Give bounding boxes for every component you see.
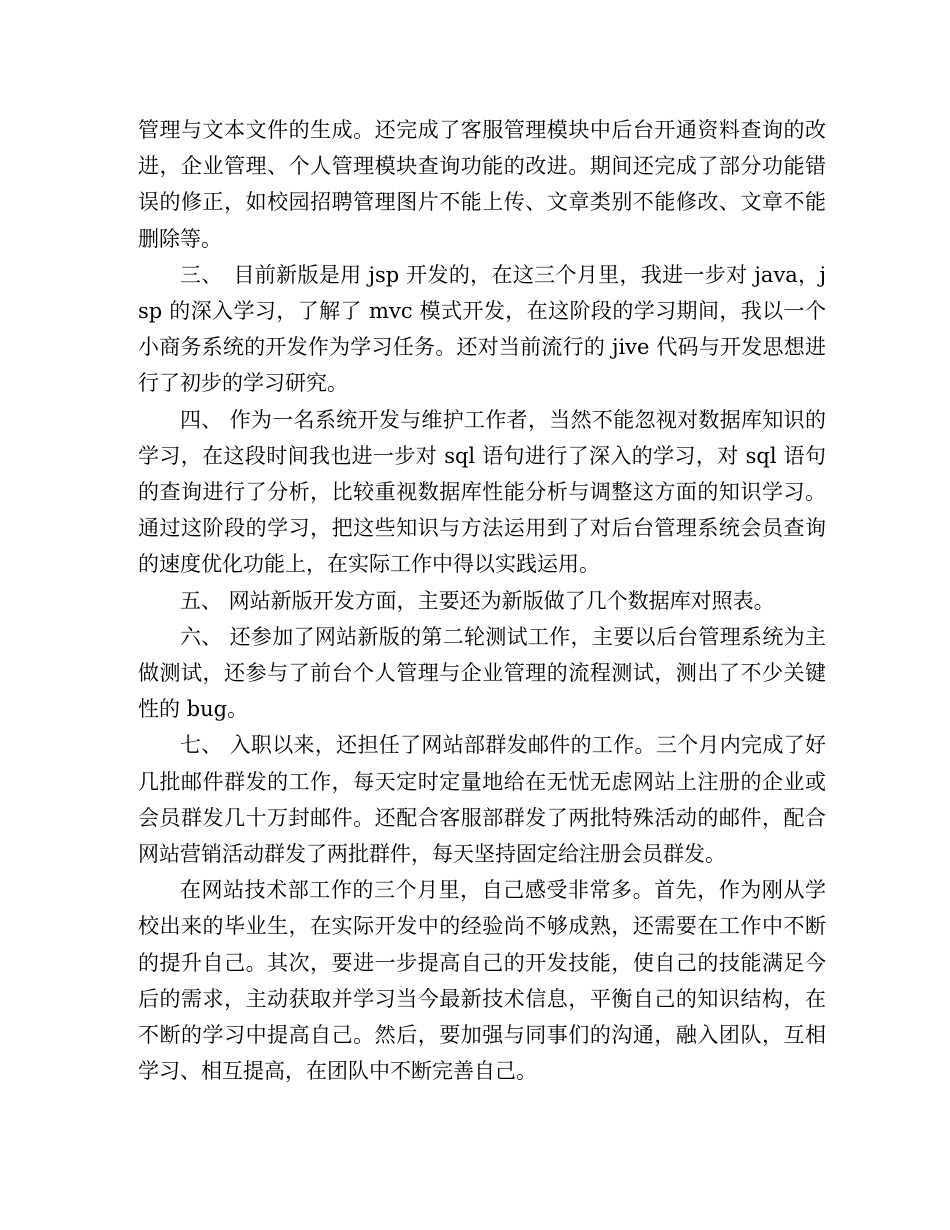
paragraph-item-4-database: 四、 作为一名系统开发与维护工作者，当然不能忽视对数据库知识的学习，在这段时间我也进一步对 sql 语句进行了深入的学习，对 sql 语句的查询进行了分析，比较重视数据库性能分析与调整这方面的知识学习。通过这阶段的学习，把这些知识与方法运用到了对后台管理系统会员查询的速度优化功能上，在实际工作中得以实践运用。: [138, 407, 826, 577]
paragraph-item-5-new-version: 五、 网站新版开发方面，主要还为新版做了几个数据库对照表。: [180, 588, 775, 613]
paragraph-summary: 在网站技术部工作的三个月里，自己感受非常多。首先，作为刚从学校出来的毕业生，在实际开发中的经验尚不够成熟，还需要在工作中不断的提升自己。其次，要进一步提高自己的开发技能，使自己的技能满足今后的需求，主动获取并学习当今最新技术信息，平衡自己的知识结构，在不断的学习中提高自己。然后，要加强与同事们的沟通，融入团队，互相学习、相互提高，在团队中不断完善自己。: [138, 878, 826, 1084]
document-body: [138, 112, 826, 1089]
paragraph-item-7-email: 七、 入职以来，还担任了网站部群发邮件的工作。三个月内完成了好几批邮件群发的工作，每天定时定量地给在无忧无虑网站上注册的企业或会员群发几十万封邮件。还配合客服部群发了两批特殊活动的邮件，配合网站营销活动群发了两批群件，每天坚持固定给注册会员群发。: [138, 733, 826, 867]
paragraph-item-3-jsp: 三、 目前新版是用 jsp 开发的，在这三个月里，我进一步对 java，jsp 的深入学习，了解了 mvc 模式开发，在这阶段的学习期间，我以一个小商务系统的开发作为学习任务。还对当前流行的 jive 代码与开发思想进行了初步的学习研究。: [138, 262, 826, 396]
paragraph-continuation: 管理与文本文件的生成。还完成了客服管理模块中后台开通资料查询的改进，企业管理、个人管理模块查询功能的改进。期间还完成了部分功能错误的修正，如校园招聘管理图片不能上传、文章类别不能修改、文章不能删除等。: [138, 118, 826, 251]
paragraph-item-6-testing: 六、 还参加了网站新版的第二轮测试工作，主要以后台管理系统为主做测试，还参与了前台个人管理与企业管理的流程测试，测出了不少关键性的 bug。: [138, 624, 826, 722]
